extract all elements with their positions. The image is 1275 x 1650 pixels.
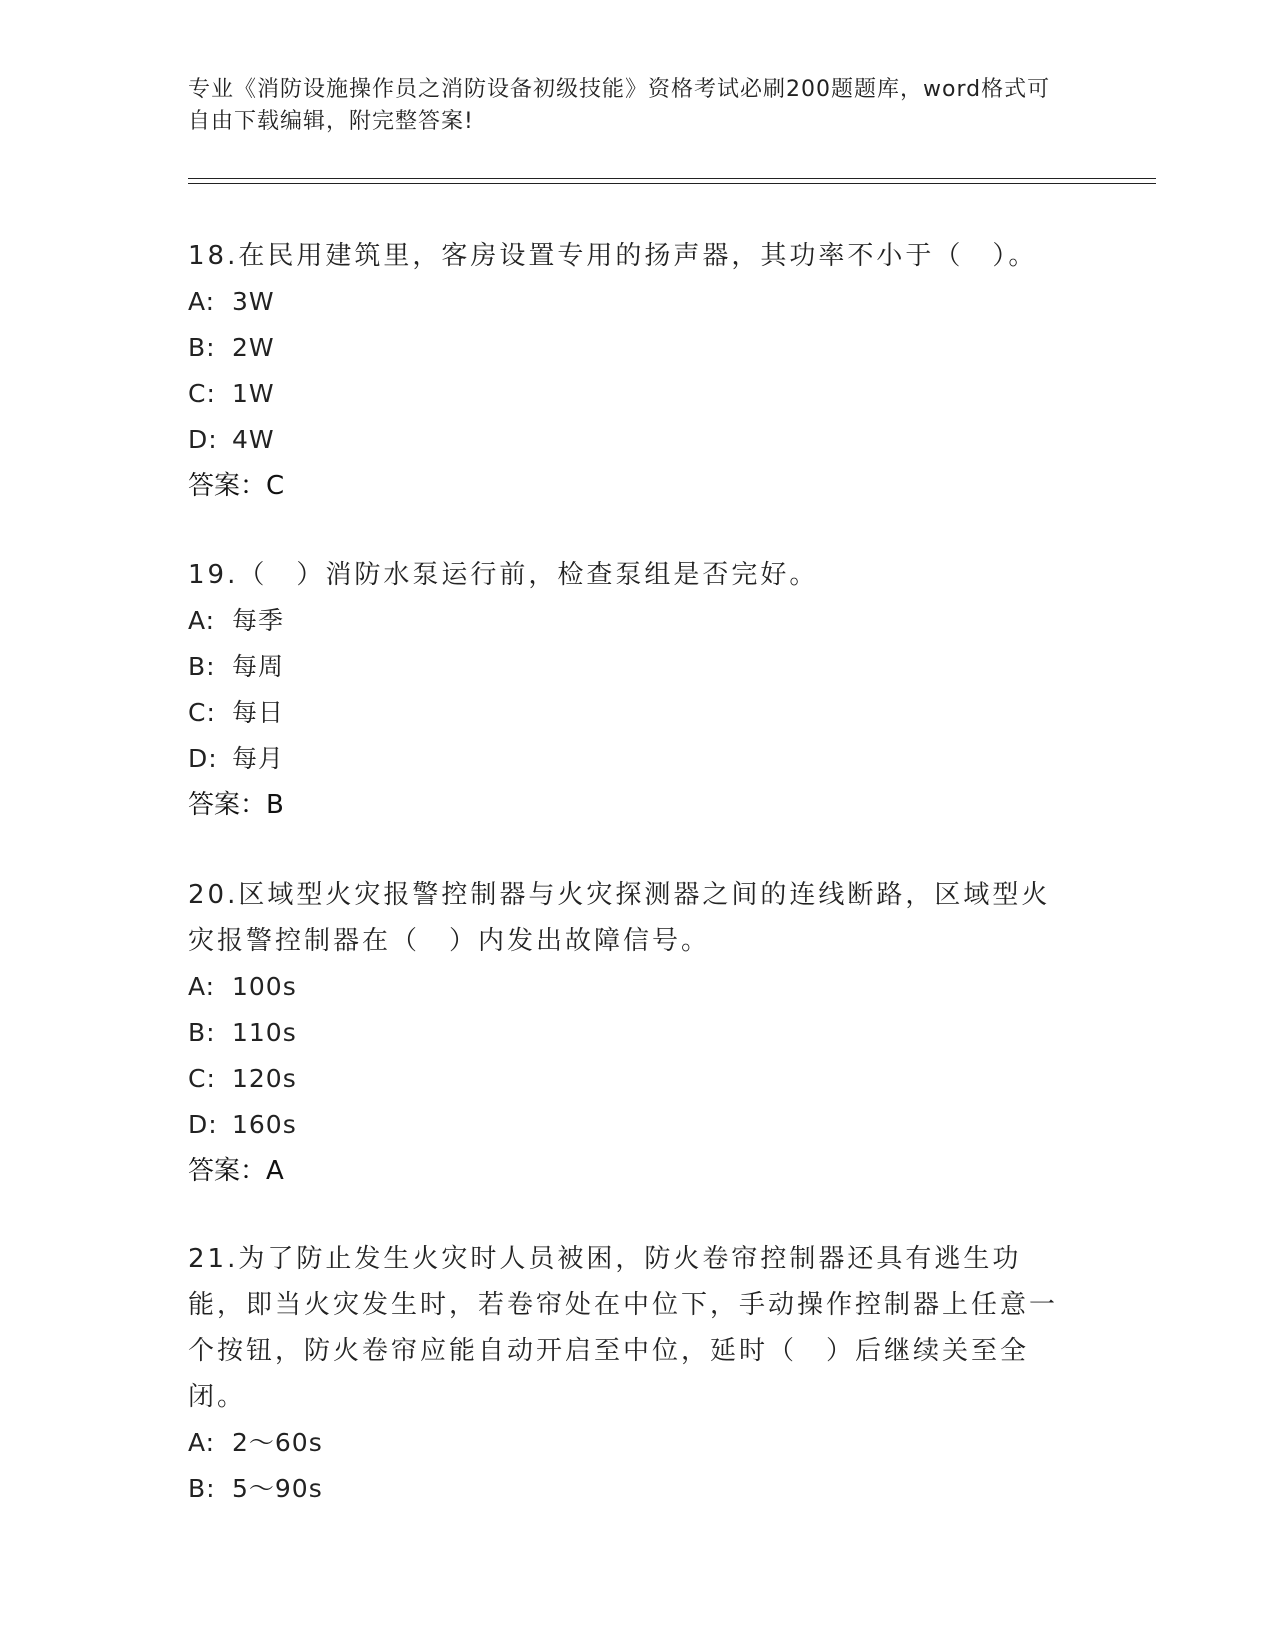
option-letter: B: <box>188 1018 216 1047</box>
option-a <box>188 598 1078 644</box>
option-letter: D: <box>188 744 218 773</box>
option-letter: C: <box>188 1064 216 1093</box>
option-text: 每日 <box>232 698 285 727</box>
option-a <box>188 279 1078 325</box>
option-letter: B: <box>188 1474 216 1503</box>
question-stem: 18.在民用建筑里，客房设置专用的扬声器，其功率不小于（ ）。 <box>188 241 1038 271</box>
option-letter: A: <box>188 606 216 635</box>
option-c <box>188 371 1078 417</box>
option-text: 4W <box>232 425 275 454</box>
option-text: 2W <box>232 333 275 362</box>
option-text: 100s <box>232 972 297 1001</box>
question-20 <box>188 872 1078 1194</box>
option-text: 3W <box>232 287 275 316</box>
option-letter: D: <box>188 1110 218 1139</box>
answer: 答案：A <box>188 1156 284 1186</box>
option-letter: C: <box>188 379 216 408</box>
option-letter: C: <box>188 698 216 727</box>
option-text: 5～90s <box>232 1474 323 1503</box>
option-text: 每周 <box>232 652 285 681</box>
option-text: 120s <box>232 1064 297 1093</box>
option-text: 2～60s <box>232 1428 323 1457</box>
option-letter: A: <box>188 1428 216 1457</box>
option-letter: D: <box>188 425 218 454</box>
option-text: 1W <box>232 379 275 408</box>
question-18 <box>188 233 1078 509</box>
question-stem: 19.（ ）消防水泵运行前，检查泵组是否完好。 <box>188 560 819 590</box>
option-b <box>188 644 1078 690</box>
option-a <box>188 1420 1078 1466</box>
option-b <box>188 1010 1078 1056</box>
question-stem: 21.为了防止发生火灾时人员被困，防火卷帘控制器还具有逃生功能，即当火灾发生时，若卷帘处在中位下，手动操作控制器上任意一个按钮，防火卷帘应能自动开启至中位，延时（ ）后继续关至全闭。 <box>188 1244 1059 1412</box>
header-divider-bottom <box>188 183 1156 184</box>
option-a <box>188 964 1078 1010</box>
option-c <box>188 690 1078 736</box>
option-d <box>188 736 1078 782</box>
option-letter: B: <box>188 652 216 681</box>
option-letter: B: <box>188 333 216 362</box>
option-d <box>188 417 1078 463</box>
question-19 <box>188 552 1078 828</box>
option-b <box>188 1466 1078 1512</box>
option-letter: A: <box>188 287 216 316</box>
answer: 答案：C <box>188 471 285 501</box>
option-text: 110s <box>232 1018 297 1047</box>
option-text: 每季 <box>232 606 285 635</box>
question-stem: 20.区域型火灾报警控制器与火灾探测器之间的连线断路，区域型火灾报警控制器在（ ）内发出故障信号。 <box>188 880 1051 956</box>
option-b <box>188 325 1078 371</box>
option-text: 160s <box>232 1110 297 1139</box>
option-c <box>188 1056 1078 1102</box>
question-21 <box>188 1236 1078 1512</box>
option-letter: A: <box>188 972 216 1001</box>
document-header: 专业《消防设施操作员之消防设备初级技能》资格考试必刷200题题库，word格式可自由下载编辑，附完整答案! <box>188 77 1051 134</box>
answer: 答案：B <box>188 790 284 820</box>
header-divider-top <box>188 178 1156 179</box>
option-text: 每月 <box>232 744 285 773</box>
option-d <box>188 1102 1078 1148</box>
